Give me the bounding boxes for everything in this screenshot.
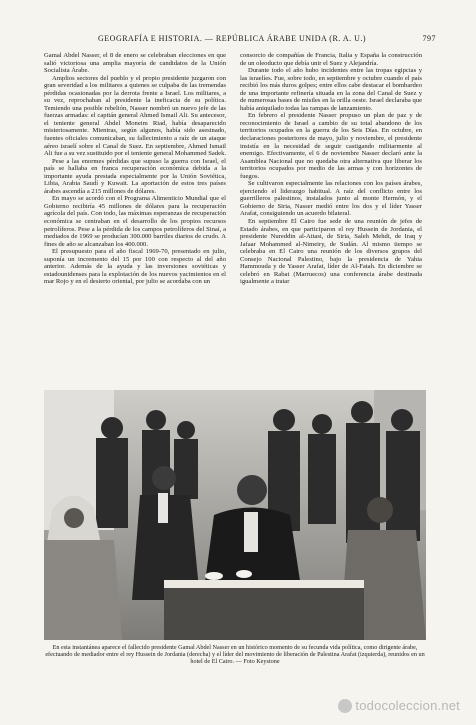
paragraph: Durante todo el año hubo incidentes entre las tropas egipcias y las israelíes. Fue, sobre todo, en septiembre y octubre cuando el país recibió los más duros golpes; entre ellos cabe destacar el bombardeo de una importante refinería situada en la zona del Canal de Suez y de numerosas bases de misiles en la orilla oeste. Israel declaraba que había aniquilado todas las rampas de lanzamiento.	[240, 67, 422, 112]
paragraph: Amplios sectores del pueblo y el propio presidente juzgaron con gran severidad a los militares a quienes se culpaba de las tremendas pérdidas ocasionadas por la derrota frente a Israel. Los militares, a su vez, reprochaban al presidente la ineficacia de su política. Temiendo una posible rebelión, Nasser nombró un nuevo jefe de las fuerzas armadas: el capitán general Ahmed Ismail Ali. Su antecesor, el teniente general Abdel Moneim Riad, había desaparecido misteriosamente. Mientras, según algunos, había sido asesinado, fuentes oficiales comunicaban, su fallecimiento a raíz de un ataque aéreo israelí sobre el Canal de Suez. En septiembre, Ahmed Ismail Ali fue a su vez sustituido por el teniente general Mohammed Sadek.	[44, 74, 226, 158]
text-column-right	[240, 52, 422, 378]
text-column-left	[44, 52, 226, 378]
news-photo	[44, 390, 426, 640]
watermark-text: todocoleccion.net	[355, 698, 460, 713]
photo-caption: En esta instantánea aparece el fallecido presidente Gamal Abdel Nasser en un histórico momento de su fecunda vida política, como dirigente árabe, efectuando de mediador entre el rey Hussein de Jordania (derecha) y el líder del movimiento de liberación de Palestina Arafat (izquierda), reunidos en un hotel de El Cairo. — Foto Keystone	[45, 644, 425, 666]
paragraph: El presupuesto para el año fiscal 1969-70, presentado en julio, suponía un incremento del 15 por 100 con respecto al del año anterior. Además de la ayuda y las inversiones soviéticas y estadounidenses para la explotación de los nuevos yacimientos en el mar Rojo y en el desierto oriental, por julio se acordaba con un	[44, 248, 226, 286]
paragraph: En febrero el presidente Nasser propuso un plan de paz y de reconocimiento de Israel a cambio de su total abandono de los territorios ocupados en la guerra de los Seis Días. En octubre, en declaraciones posteriores de mayo, julio y noviembre, el presidente insistía en la necesidad de seguir castigando militarmente al enemigo. Efectivamente, el 6 de noviembre Nasser declaró ante la Asamblea Nacional que no quedaba otra alternativa que liberar los territorios ocupados por medio de las armas y con horizontes de fuegos.	[240, 112, 422, 180]
page-number: 797	[422, 34, 436, 43]
photo-illustration	[44, 390, 426, 640]
paragraph: consorcio de compañías de Francia, Italia y España la construcción de un oleoducto que debía unir el Suez y Alejandría.	[240, 52, 422, 67]
paragraph: Gamal Abdel Nasser, el 8 de enero se celebraban elecciones en que salió victoriosa una amplia mayoría de candidatos de la Unión Socialista Árabe.	[44, 52, 226, 75]
paragraph: Pese a las enormes pérdidas que supuso la guerra con Israel, el país se hallaba en franca recuperación económica debida a la importante ayuda prestada especialmente por la Unión Soviética, Libia, Arabia Saudí y Kuwait. La aportación de estos tres países árabes ascendía a 215 millones de dólares.	[44, 157, 226, 195]
running-header	[40, 34, 436, 46]
paragraph: Se cultivaron especialmente las relaciones con los países árabes, ejerciendo el liderazgo habitual. A raíz del conflicto entre los guerrilleros palestinos, instalados junto al monte Hermón, y el Gobierno de Siria, Nasser medió entre los dos y el líder Yasser Arafat, consiguiendo un acuerdo bilateral.	[240, 180, 422, 218]
watermark-logo-icon	[338, 699, 352, 713]
paragraph: En mayo se acordó con el Programa Alimenticio Mundial que el Gobierno recibiría 45 millones de dólares para la recuperación agrícola del país. Con todo, las máximas esperanzas de recuperación económica se centraban en el desarrollo de los propios recursos petrolíferos. Pese a la pérdida de los campos petrolíferos del Sinaí, a mediados de 1969 se producían 300.000 barriles diarios de crudo. A fines de año se alcanzaban los 400.000.	[44, 195, 226, 248]
header-title: GEOGRAFÍA E HISTORIA. — REPÚBLICA ÁRABE UNIDA (R. A. U.)	[98, 34, 367, 43]
paragraph: En septiembre El Cairo fue sede de una reunión de jefes de Estado árabes, en que participaron el rey Hussein de Jordania, el presidente Nureddin al-Attasi, de Siria, Saleh Mehdi, de Iraq y Jafaar Mohammed al-Nimeiry, de Sudán. Al mismo tiempo se celebraba en El Cairo una reunión de los diversos grupos del Consejo Nacional Palestino, bajo la presidencia de Yahia Hammouda y de Yasser Arafat, líder de Al-Fatah. En diciembre se celebró en Rabat (Marruecos) una conferencia árabe destinada igualmente a tratar	[240, 218, 422, 286]
watermark	[338, 698, 460, 713]
